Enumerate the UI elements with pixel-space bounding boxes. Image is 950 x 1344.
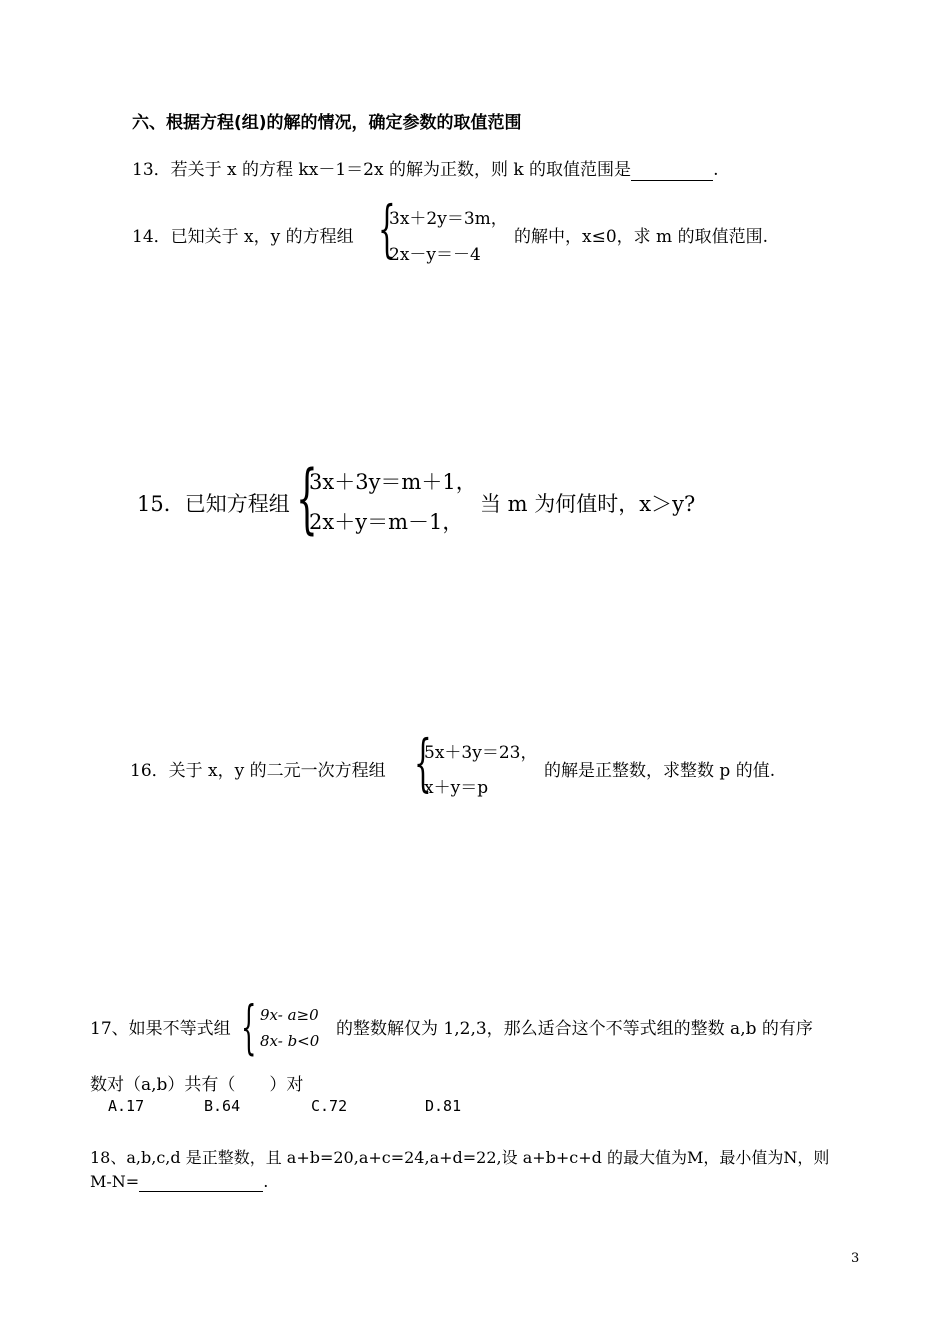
option-c: C.72 (311, 1097, 348, 1115)
q15-equation-1: 3x＋3y＝m＋1， (309, 470, 477, 494)
q17-inequality-2: 8x- b<0 (260, 1032, 320, 1050)
question-14-suffix: 的解中，x≤0，求 m 的取值范围. (514, 227, 768, 247)
question-14-prefix: 14．已知关于 x，y 的方程组 (132, 227, 354, 247)
q16-equation-2: x＋y＝p (424, 778, 489, 798)
answer-blank-13 (631, 160, 713, 181)
question-17-prefix: 17、如果不等式组 (90, 1019, 231, 1039)
q17-inequality-1: 9x- a≥0 (260, 1006, 319, 1024)
page-number: 3 (851, 1251, 860, 1266)
question-16-prefix: 16．关于 x，y 的二元一次方程组 (130, 761, 386, 781)
question-13 (132, 155, 718, 181)
question-15-suffix: 当 m 为何值时，x＞y? (480, 492, 696, 516)
option-d: D.81 (425, 1097, 462, 1115)
question-18-prefix: M-N= (90, 1172, 140, 1191)
brace-16: { (414, 726, 432, 799)
section-heading: 六、根据方程(组)的解的情况，确定参数的取值范围 (132, 113, 522, 133)
question-13-end: . (713, 160, 719, 180)
option-a: A.17 (108, 1097, 145, 1115)
question-17-line2: 数对（a,b）共有（ ）对 (90, 1075, 304, 1095)
brace-14: { (378, 192, 396, 265)
option-b: B.64 (204, 1097, 241, 1115)
question-15-prefix: 15．已知方程组 (137, 492, 290, 516)
question-13-text: 13．若关于 x 的方程 kx－1＝2x 的解为正数，则 k 的取值范围是 (132, 160, 632, 180)
brace-17: { (241, 993, 257, 1061)
question-18-line1: 18、a,b,c,d 是正整数，且 a+b=20,a+c=24,a+d=22,设 a+b+c+d 的最大值为M，最小值为N，则 (90, 1148, 830, 1167)
question-18-line2 (90, 1172, 268, 1192)
question-17-suffix: 的整数解仅为 1,2,3，那么适合这个不等式组的整数 a,b 的有序 (336, 1019, 813, 1039)
answer-blank-18 (139, 1172, 263, 1192)
q14-equation-1: 3x＋2y＝3m， (389, 209, 508, 229)
q15-equation-2: 2x＋y＝m－1， (309, 510, 464, 534)
question-18-end: . (263, 1172, 269, 1191)
question-16-suffix: 的解是正整数，求整数 p 的值. (544, 761, 776, 781)
q14-equation-2: 2x－y＝－4 (389, 245, 481, 265)
brace-15: { (296, 453, 318, 542)
q16-equation-1: 5x＋3y＝23， (424, 743, 538, 763)
